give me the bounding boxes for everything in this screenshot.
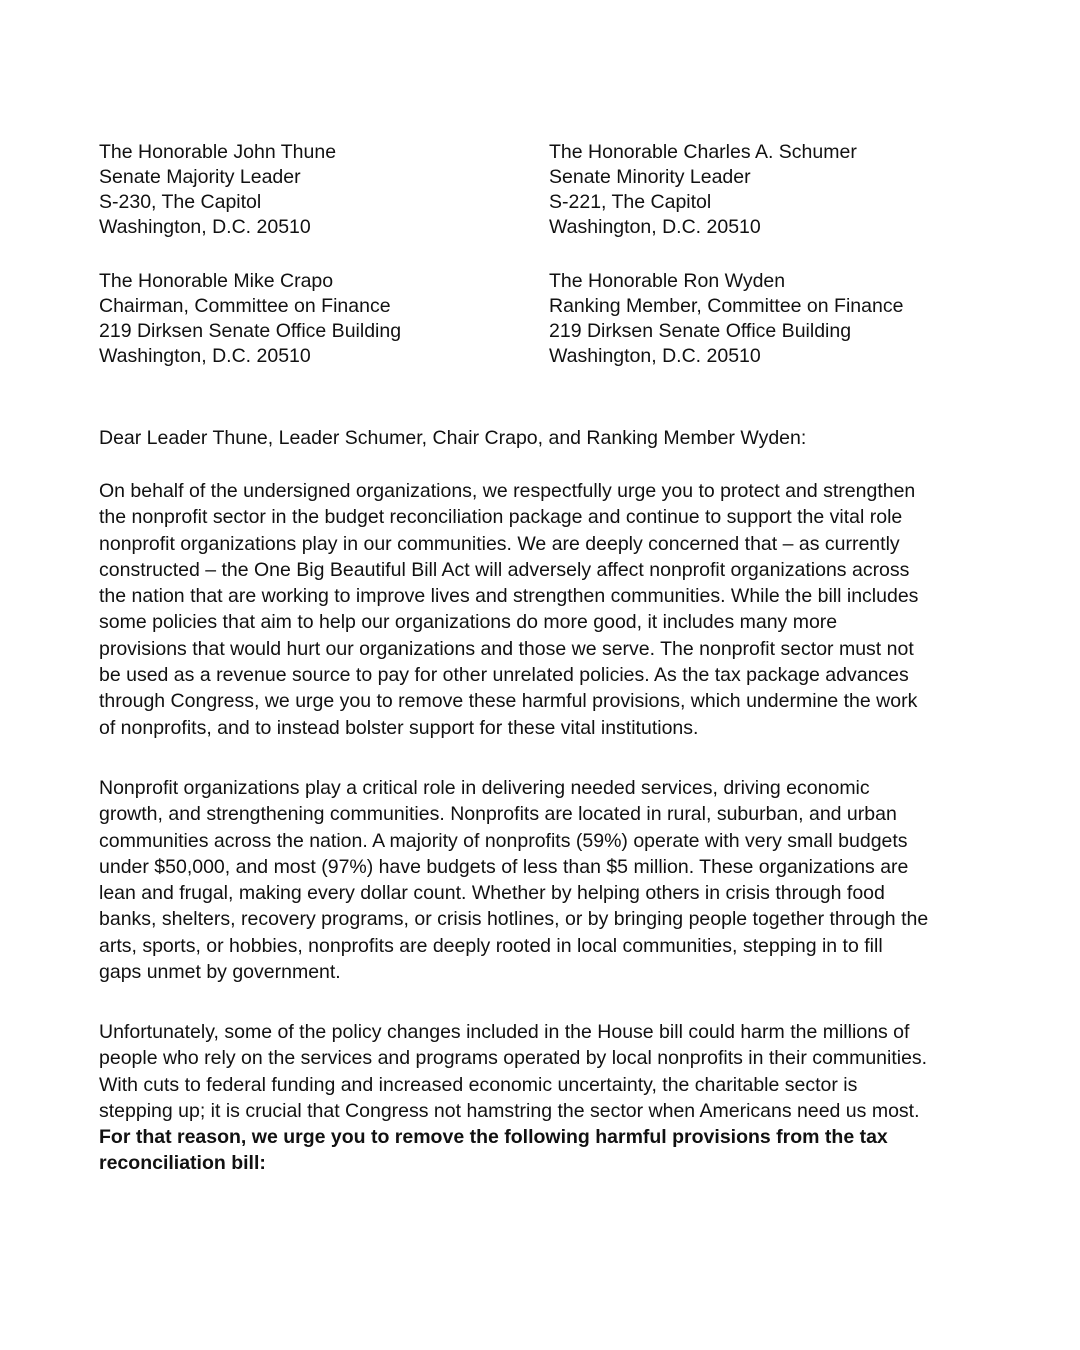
paragraph-line: With cuts to federal funding and increased economic uncertainty, the charitable sector is bbox=[99, 1073, 858, 1096]
address-wyden bbox=[549, 269, 999, 369]
paragraph-line: through Congress, we urge you to remove these harmful provisions, which undermine the work bbox=[99, 690, 918, 713]
paragraph-line: arts, sports, or hobbies, nonprofits are deeply rooted in local communities, stepping in to fill bbox=[99, 934, 883, 957]
paragraph-3 bbox=[99, 1019, 979, 1177]
paragraph-line: gaps unmet by government. bbox=[99, 961, 341, 984]
bold-request-line: For that reason, we urge you to remove the following harmful provisions from the tax bbox=[99, 1126, 888, 1149]
address-thune bbox=[99, 140, 549, 240]
recipient-city: Washington, D.C. 20510 bbox=[99, 216, 311, 238]
paragraph-line: communities across the nation. A majority of nonprofits (59%) operate with very small budgets bbox=[99, 829, 908, 852]
address-crapo bbox=[99, 269, 549, 369]
recipient-office: 219 Dirksen Senate Office Building bbox=[549, 320, 852, 342]
paragraph-line: constructed – the One Big Beautiful Bill Act will adversely affect nonprofit organizations across bbox=[99, 558, 910, 581]
paragraph-line: Unfortunately, some of the policy changes included in the House bill could harm the millions of bbox=[99, 1021, 910, 1043]
recipient-title: Ranking Member, Committee on Finance bbox=[549, 295, 904, 317]
recipient-title: Senate Minority Leader bbox=[549, 166, 751, 188]
recipient-title: Senate Majority Leader bbox=[99, 166, 301, 188]
recipient-name: The Honorable Charles A. Schumer bbox=[549, 141, 857, 163]
paragraph-line: of nonprofits, and to instead bolster support for these vital institutions. bbox=[99, 716, 699, 739]
paragraph-2 bbox=[99, 775, 979, 985]
paragraph-line: lean and frugal, making every dollar count. Whether by helping others in crisis through food bbox=[99, 882, 885, 905]
recipient-title: Chairman, Committee on Finance bbox=[99, 295, 391, 317]
paragraph-line: people who rely on the services and programs operated by local nonprofits in their communities. bbox=[99, 1047, 928, 1070]
address-row bbox=[99, 269, 999, 369]
paragraph-line: banks, shelters, recovery programs, or crisis hotlines, or by bringing people together through the bbox=[99, 908, 929, 931]
paragraph-line: stepping up; it is crucial that Congress not hamstring the sector when Americans need us most. bbox=[99, 1099, 920, 1122]
paragraph-1 bbox=[99, 478, 979, 741]
recipient-name: The Honorable Ron Wyden bbox=[549, 270, 786, 292]
paragraph-line: Nonprofit organizations play a critical role in delivering needed services, driving economic bbox=[99, 777, 870, 799]
address-row bbox=[99, 140, 999, 240]
address-block-grid bbox=[99, 140, 999, 398]
paragraph-line: On behalf of the undersigned organizations, we respectfully urge you to protect and strengthen bbox=[99, 480, 916, 502]
recipient-name: The Honorable Mike Crapo bbox=[99, 270, 334, 292]
recipient-city: Washington, D.C. 20510 bbox=[549, 345, 761, 367]
bold-request-line: reconciliation bill: bbox=[99, 1152, 266, 1175]
paragraph-line: the nonprofit sector in the budget reconciliation package and continue to support the vital role bbox=[99, 506, 903, 529]
address-schumer bbox=[549, 140, 999, 240]
paragraph-line: under $50,000, and most (97%) have budgets of less than $5 million. These organizations are bbox=[99, 855, 909, 878]
paragraph-line: be used as a revenue source to pay for other unrelated policies. As the tax package advances bbox=[99, 664, 909, 687]
salutation: Dear Leader Thune, Leader Schumer, Chair Crapo, and Ranking Member Wyden: bbox=[99, 427, 807, 449]
paragraph-line: some policies that aim to help our organizations do more good, it includes many more bbox=[99, 611, 838, 634]
paragraph-line: growth, and strengthening communities. Nonprofits are located in rural, suburban, and urban bbox=[99, 803, 897, 826]
recipient-name: The Honorable John Thune bbox=[99, 141, 337, 163]
recipient-city: Washington, D.C. 20510 bbox=[549, 216, 761, 238]
recipient-office: S-221, The Capitol bbox=[549, 191, 712, 213]
recipient-office: 219 Dirksen Senate Office Building bbox=[99, 320, 402, 342]
paragraph-line: nonprofit organizations play in our communities. We are deeply concerned that – as currently bbox=[99, 532, 900, 555]
recipient-office: S-230, The Capitol bbox=[99, 191, 262, 213]
recipient-city: Washington, D.C. 20510 bbox=[99, 345, 311, 367]
paragraph-line: the nation that are working to improve lives and strengthen communities. While the bill includes bbox=[99, 585, 919, 608]
paragraph-line: provisions that would hurt our organizations and those we serve. The nonprofit sector must not bbox=[99, 637, 914, 660]
